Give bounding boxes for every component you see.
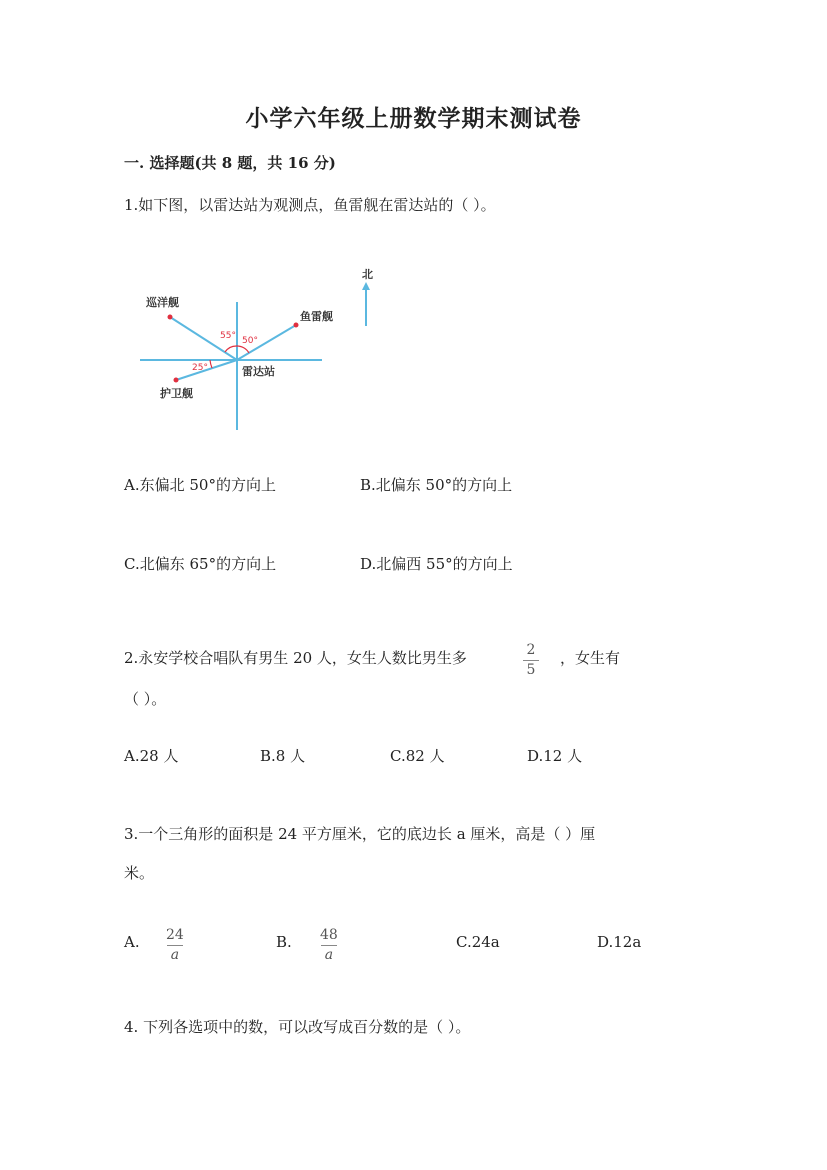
question-2-stem-line2: （ ）。 [124,690,167,708]
radar-direction-figure [130,262,370,432]
q2-option-c[interactable]: C.82 人 [390,747,445,765]
q3-a-denominator: a [170,947,180,963]
north-arrow [355,266,385,330]
q1-option-d[interactable]: D.北偏西 55°的方向上 [360,555,513,573]
q1-option-c[interactable]: C.北偏东 65°的方向上 [124,555,277,573]
q2-option-a[interactable]: A.28 人 [124,747,179,765]
label-north: 北 [362,268,373,281]
fraction-bar [321,945,337,946]
q1-option-a[interactable]: A.东偏北 50°的方向上 [124,476,276,494]
q3-a-numerator: 24 [166,927,184,943]
section-heading: 一. 选择题(共 8 题，共 16 分) [124,154,336,172]
label-angle-50: 50° [242,336,258,346]
q3-b-numerator: 48 [320,927,338,943]
question-2-stem-end: ，女生有 [560,649,621,667]
question-4-stem: 4. 下列各选项中的数，可以改写成百分数的是（ ）。 [124,1018,471,1036]
q3-option-d[interactable]: D.12a [597,933,642,951]
q3-b-denominator: a [324,947,334,963]
q2-fraction-numerator: 2 [526,642,536,658]
north-arrow-head-icon [362,282,370,290]
q2-option-b[interactable]: B.8 人 [260,747,306,765]
question-2-stem: 2.永安学校合唱队有男生 20 人，女生人数比男生多 [124,649,467,667]
escort-point [174,378,179,383]
torpedo-ship-point [294,323,299,328]
page-title: 小学六年级上册数学期末测试卷 [245,105,582,132]
label-cruiser: 巡洋舰 [146,296,179,309]
label-angle-25: 25° [192,363,208,373]
q3-option-a-label[interactable]: A. [124,933,140,951]
fraction-bar [523,660,539,661]
label-radar-station: 雷达站 [242,365,275,378]
fraction-bar [167,945,183,946]
q3-option-b-label[interactable]: B. [276,933,292,951]
q3-option-c[interactable]: C.24a [456,933,500,951]
label-torpedo-ship: 鱼雷舰 [300,310,333,323]
q1-option-b[interactable]: B.北偏东 50°的方向上 [360,476,513,494]
q2-fraction-denominator: 5 [526,662,536,678]
angle-arc-25 [210,360,212,368]
q2-option-d[interactable]: D.12 人 [527,747,583,765]
angle-arc-50 [237,346,249,353]
question-3-stem-line2: 米。 [124,864,155,882]
cruiser-point [168,315,173,320]
q3-option-b-fraction[interactable] [320,928,338,963]
q2-fraction [523,643,539,678]
question-1-stem: 1.如下图，以雷达站为观测点，鱼雷舰在雷达站的（ ）。 [124,196,496,214]
q3-option-a-fraction[interactable] [166,928,184,963]
label-angle-55: 55° [220,331,236,341]
question-3-stem: 3.一个三角形的面积是 24 平方厘米，它的底边长 a 厘米，高是（ ）厘 [124,825,596,843]
label-escort: 护卫舰 [160,387,193,400]
angle-arc-55 [225,346,237,352]
